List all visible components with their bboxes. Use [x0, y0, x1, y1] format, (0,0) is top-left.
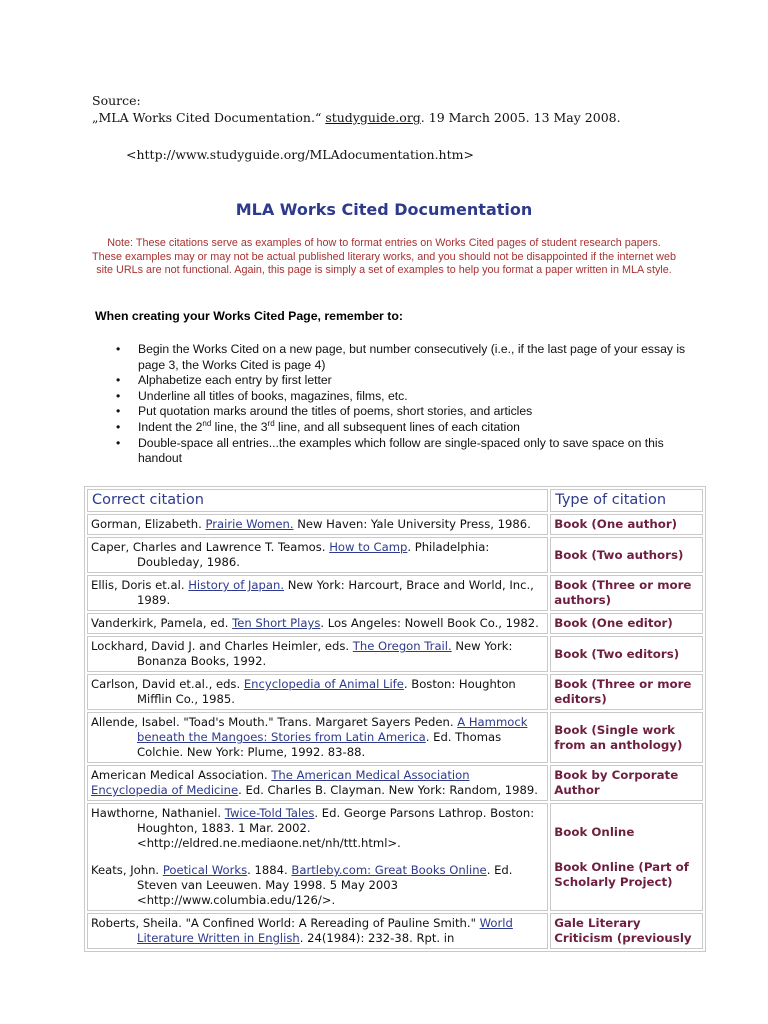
- superscript-rd: rd: [267, 418, 275, 428]
- citation-cell: [87, 803, 548, 911]
- citation-cell: [87, 636, 548, 672]
- type-cell: Book (One author): [550, 514, 703, 535]
- table-row: [87, 913, 703, 949]
- table-row: [87, 537, 703, 573]
- citation-title: History of Japan.: [188, 578, 285, 592]
- source-dates: . 19 March 2005. 13 May 2008.: [420, 110, 621, 125]
- citation-author: Gorman, Elizabeth.: [91, 517, 206, 531]
- note-text: Note: These citations serve as examples of how to format entries on Works Cited pages of student research papers. These examples may or may not be actual published literary works, and you should not be disappointed if the internet web site URLs are not functional. Again, this page is simply a set of examples to help you format a paper written in MLA style.: [92, 237, 676, 276]
- citation-cell: [87, 913, 548, 949]
- citation-title: How to Camp: [329, 540, 408, 554]
- source-url: <http://www.studyguide.org/MLAdocumentation.htm>: [126, 147, 474, 162]
- citation-rest: New York: Bonanza Books, 1992.: [137, 639, 513, 668]
- header-correct-citation: Correct citation: [87, 489, 548, 512]
- citation-title: World Literature Written in English: [137, 916, 513, 945]
- citation-rest: . Philadelphia: Doubleday, 1986.: [137, 540, 490, 569]
- citation-title: The Oregon Trail.: [352, 639, 452, 653]
- citation-cell: [87, 575, 548, 611]
- type-cell: Book (Three or more editors): [550, 674, 703, 710]
- citation-title: The American Medical Association Encyclopedia of Medicine: [91, 768, 470, 797]
- citation-rest: New York: Harcourt, Brace and World, Inc., 1989.: [137, 578, 534, 607]
- citation-title: Ten Short Plays: [232, 616, 321, 630]
- table-header-row: [87, 489, 703, 512]
- table-row: [87, 712, 703, 763]
- citation-title: Prairie Women.: [205, 517, 294, 531]
- source-site: studyguide.org: [325, 110, 421, 125]
- citation-cell: [87, 765, 548, 801]
- citation-author: American Medical Association.: [91, 768, 272, 782]
- superscript-nd: nd: [202, 418, 212, 428]
- type-cell: Book (Three or more authors): [550, 575, 703, 611]
- type-cell: Book (One editor): [550, 613, 703, 634]
- remember-heading: When creating your Works Cited Page, remember to:: [95, 309, 403, 323]
- citation-title: A Hammock beneath the Mangoes: Stories from Latin America: [137, 715, 528, 744]
- source-citation: [92, 92, 621, 126]
- citation-rest: . Boston: Houghton Mifflin Co., 1985.: [137, 677, 516, 706]
- page-title: MLA Works Cited Documentation: [235, 200, 533, 219]
- citation-rest: . Ed. Thomas Colchie. New York: Plume, 1992. 83-88.: [137, 730, 502, 759]
- list-item: • Underline all titles of books, magazines, films, etc.: [108, 389, 698, 405]
- citation-cell: [87, 514, 548, 535]
- table-row: [87, 674, 703, 710]
- source-line: [92, 109, 621, 126]
- indent-text-2: line, the 3: [211, 419, 268, 434]
- table-row: [87, 613, 703, 634]
- citation-rest: . Ed. Charles B. Clayman. New York: Random, 1989.: [238, 783, 538, 797]
- indent-text-3: line, and all subsequent lines of each citation: [274, 419, 520, 434]
- citation-title: Bartleby.com: Great Books Online: [291, 863, 487, 877]
- table-row: [87, 636, 703, 672]
- type-cell: [550, 803, 703, 911]
- citation-rest: New Haven: Yale University Press, 1986.: [293, 517, 531, 531]
- citation-author: Roberts, Sheila. "A Confined World: A Rereading of Pauline Smith.": [91, 916, 480, 930]
- citation-rest: . 24(1984): 232-38. Rpt. in: [299, 931, 455, 945]
- indent-text-1: Indent the 2: [138, 419, 203, 434]
- citation-rest: . Ed. George Parsons Lathrop. Boston: Houghton, 1883. 1 Mar. 2002. <http://eldred.ne.mediaone.net/nh/ttt.html>.: [137, 806, 535, 850]
- citation-author: Carlson, David et.al., eds.: [91, 677, 244, 691]
- citation-cell: [87, 613, 548, 634]
- list-item: • Put quotation marks around the titles of poems, short stories, and articles: [108, 404, 698, 420]
- citation-title: Poetical Works: [162, 863, 248, 877]
- table-row: [87, 575, 703, 611]
- citation-author: Keats, John.: [91, 863, 163, 877]
- type-cell: Book by Corporate Author: [550, 765, 703, 801]
- citations-table: [84, 486, 706, 952]
- list-item: [108, 420, 698, 436]
- list-item: • Begin the Works Cited on a new page, but number consecutively (i.e., if the last page of your essay is page 3, the Works Cited is page 4): [108, 342, 698, 373]
- citation-rest: . Ed. Steven van Leeuwen. May 1998. 5 May 2003 <http://www.columbia.edu/126/>.: [137, 863, 513, 907]
- citation-cell: [87, 537, 548, 573]
- type-cell: Gale Literary Criticism (previously: [550, 913, 703, 949]
- citation-cell: [87, 712, 548, 763]
- citation-author: Ellis, Doris et.al.: [91, 578, 189, 592]
- citation-author: Vanderkirk, Pamela, ed.: [91, 616, 233, 630]
- source-label: Source:: [92, 93, 141, 108]
- list-item: • Alphabetize each entry by first letter: [108, 373, 698, 389]
- citation-author: Caper, Charles and Lawrence T. Teamos.: [91, 540, 330, 554]
- citation-author: Allende, Isabel. "Toad's Mouth." Trans. Margaret Sayers Peden.: [91, 715, 458, 729]
- type-book-online: Book Online: [554, 824, 635, 839]
- citation-author: Hawthorne, Nathaniel.: [91, 806, 225, 820]
- table-row: [87, 765, 703, 801]
- table-row: [87, 514, 703, 535]
- citation-title: Twice-Told Tales: [224, 806, 315, 820]
- citation-author: Lockhard, David J. and Charles Heimler, eds.: [91, 639, 353, 653]
- rules-list: [108, 342, 698, 467]
- table-row: [87, 803, 703, 911]
- type-book-online-scholarly: Book Online (Part of Scholarly Project): [554, 859, 689, 889]
- type-cell: Book (Single work from an anthology): [550, 712, 703, 763]
- type-cell: Book (Two editors): [550, 636, 703, 672]
- citation-middle: . 1884.: [247, 863, 292, 877]
- citation-title: Encyclopedia of Animal Life: [243, 677, 404, 691]
- citation-cell: [87, 674, 548, 710]
- header-type-of-citation: Type of citation: [550, 489, 703, 512]
- type-cell: Book (Two authors): [550, 537, 703, 573]
- list-item: • Double-space all entries...the examples which follow are single-spaced only to save space on this handout: [108, 436, 698, 467]
- citation-rest: . Los Angeles: Nowell Book Co., 1982.: [320, 616, 539, 630]
- source-quote: „MLA Works Cited Documentation.“: [92, 110, 326, 125]
